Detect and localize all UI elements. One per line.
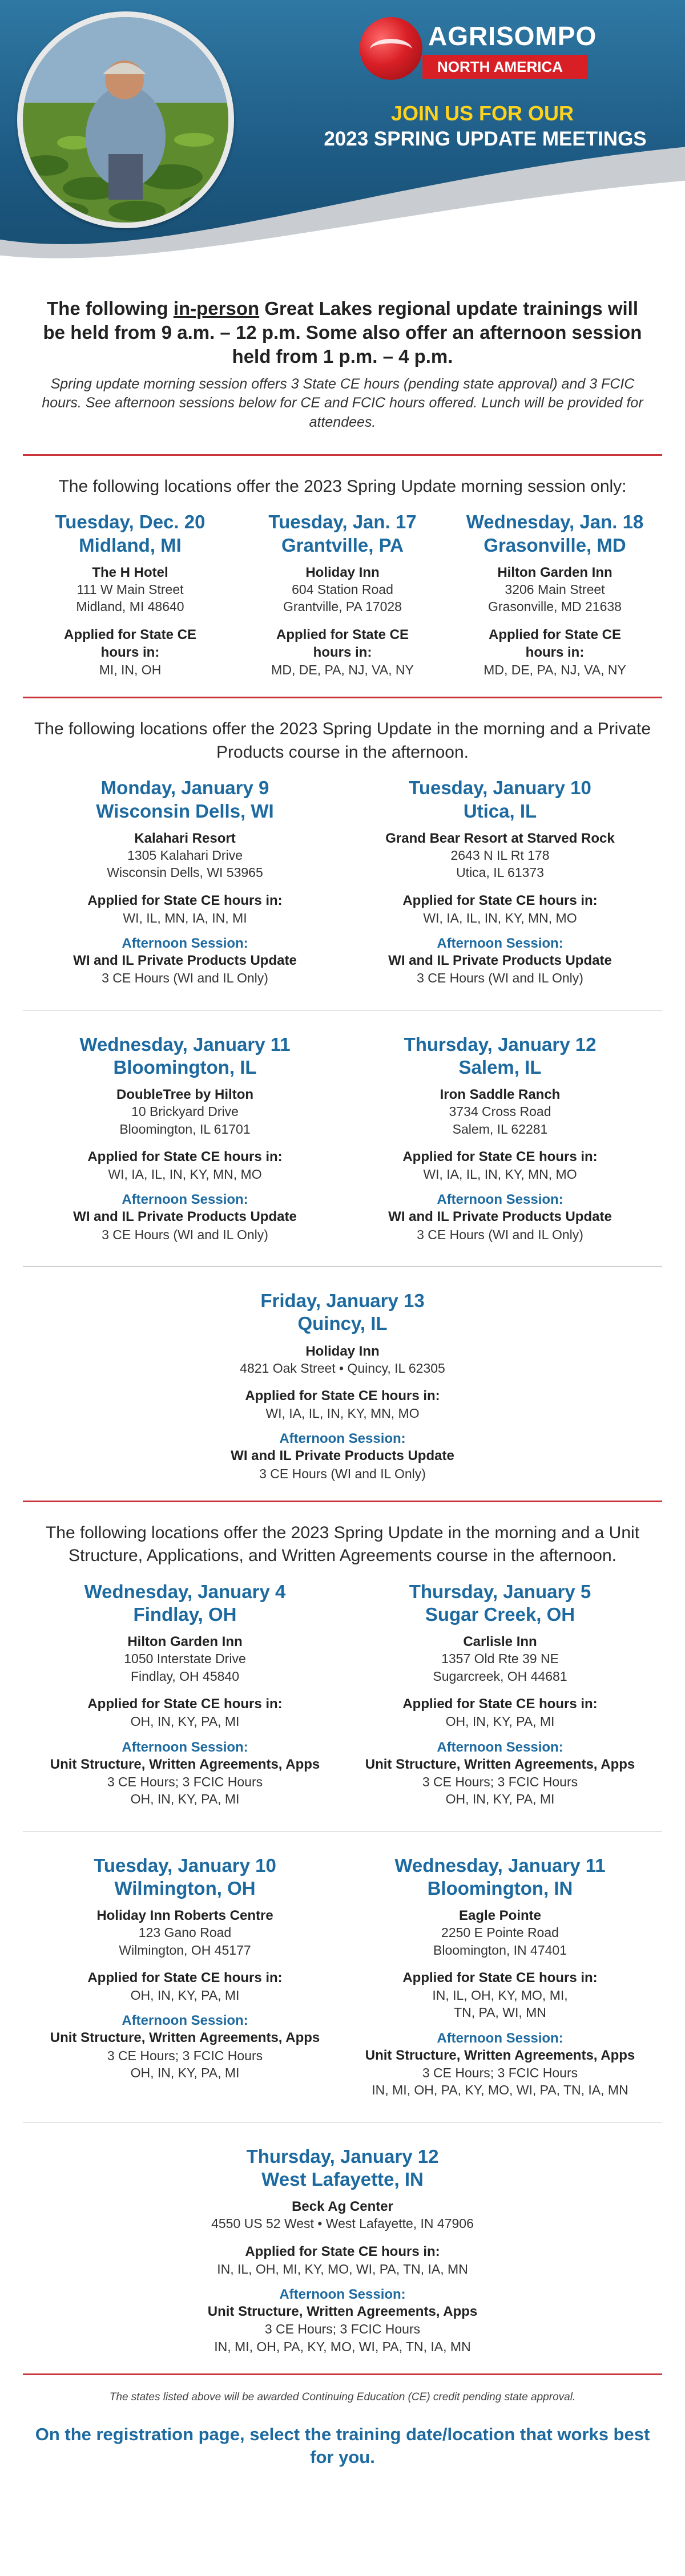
event-card (342, 769, 658, 994)
afternoon-label: Afternoon Session: (279, 1431, 406, 1447)
afternoon-label: Afternoon Session: (122, 936, 248, 952)
afternoon-title: WI and IL Private Products Update (388, 1209, 612, 1225)
intro-bold-text: The following in-person Great Lakes regional update trainings will be held from 9 a.m. – 12 p.m. Some also offer an afternoon session held from 1 p.m. – 4 p.m. (43, 298, 642, 367)
afternoon-title: Unit Structure, Written Agreements, Apps (365, 1756, 635, 1772)
afternoon-label: Afternoon Session: (279, 2287, 406, 2303)
event-applied-label: Applied for State CE hours in: (245, 1388, 440, 1404)
event-applied-label: Applied for State CE hours in: (87, 1696, 283, 1712)
event-date: Wednesday, January 11 (394, 1854, 606, 1876)
event-applied-label: Applied for State CE hours in: (87, 1149, 283, 1164)
event-city: Quincy, IL (297, 1313, 388, 1334)
event-address: 2250 E Pointe Road Bloomington, IN 47401 (433, 1925, 567, 1958)
event-states: WI, IA, IL, IN, KY, MN, MO (423, 910, 577, 925)
event-card (342, 1572, 658, 1816)
section-unit-structure (0, 1513, 685, 2363)
afternoon-hours: 3 CE Hours; 3 FCIC Hours OH, IN, KY, PA, MI (107, 1774, 263, 1807)
afternoon-title: Unit Structure, Written Agreements, Apps (207, 2304, 478, 2320)
event-card (342, 1025, 658, 1251)
afternoon-label: Afternoon Session: (437, 936, 563, 952)
event-states: MI, IN, OH (99, 662, 162, 678)
event-address: 1305 Kalahari Drive Wisconsin Dells, WI 53965 (107, 847, 263, 880)
event-venue: Holiday Inn (305, 564, 380, 580)
afternoon-title: Unit Structure, Written Agreements, Apps (50, 1756, 320, 1772)
event-applied-label: Applied for State CE hours in: (276, 626, 409, 660)
ce-footnote: The states listed above will be awarded Continuing Education (CE) credit pending state approval. (109, 2391, 576, 2403)
section-heading: The following locations offer the 2023 Spring Update in the morning and a Private Products course in the afternoon. (34, 719, 651, 762)
event-address: 4550 US 52 West • West Lafayette, IN 47906 (211, 2216, 474, 2231)
afternoon-label: Afternoon Session: (122, 2013, 248, 2029)
event-card (27, 769, 342, 994)
event-city: Grantville, PA (281, 534, 404, 556)
afternoon-hours: 3 CE Hours; 3 FCIC Hours OH, IN, KY, PA, MI (107, 2048, 263, 2080)
logo-mark-icon (360, 17, 422, 80)
section-heading: The following locations offer the 2023 Spring Update morning session only: (58, 476, 627, 496)
meetings-heading: 2023 SPRING UPDATE MEETINGS (324, 128, 647, 150)
afternoon-title: Unit Structure, Written Agreements, Apps (365, 2047, 635, 2063)
event-applied-label: Applied for State CE hours in: (402, 1970, 598, 1985)
event-city: Sugar Creek, OH (425, 1604, 575, 1625)
afternoon-title: WI and IL Private Products Update (73, 1209, 297, 1225)
event-applied-label: Applied for State CE hours in: (87, 892, 283, 908)
event-address: 123 Gano Road Wilmington, OH 45177 (119, 1925, 251, 1958)
event-card (24, 503, 236, 686)
afternoon-hours: 3 CE Hours; 3 FCIC Hours IN, MI, OH, PA, KY, MO, WI, PA, TN, IA, MN (214, 2322, 471, 2354)
afternoon-title: WI and IL Private Products Update (388, 953, 612, 969)
logo-name: AGRISOMPO (428, 21, 597, 51)
event-date: Thursday, January 5 (409, 1580, 591, 1602)
event-city: Bloomington, IN (427, 1877, 573, 1899)
event-venue: The H Hotel (92, 564, 168, 580)
event-address: 3734 Cross Road Salem, IL 62281 (449, 1104, 551, 1137)
afternoon-label: Afternoon Session: (437, 1192, 563, 1208)
event-states: MD, DE, PA, NJ, VA, NY (271, 662, 414, 678)
event-venue: Holiday Inn Roberts Centre (96, 1908, 273, 1924)
event-states: MD, DE, PA, NJ, VA, NY (483, 662, 626, 678)
event-date: Wednesday, January 4 (84, 1580, 286, 1602)
afternoon-hours: 3 CE Hours; 3 FCIC Hours OH, IN, KY, PA, MI (422, 1774, 578, 1807)
event-venue: Beck Ag Center (292, 2199, 393, 2215)
event-date: Thursday, January 12 (404, 1033, 597, 1055)
event-city: Wilmington, OH (114, 1877, 256, 1899)
event-address: 4821 Oak Street • Quincy, IL 62305 (240, 1360, 445, 1376)
event-city: Utica, IL (463, 800, 537, 822)
divider (23, 697, 662, 698)
event-states: OH, IN, KY, PA, MI (130, 1988, 240, 2003)
event-date: Tuesday, Dec. 20 (55, 511, 206, 533)
event-date: Wednesday, January 11 (79, 1033, 291, 1055)
afternoon-title: Unit Structure, Written Agreements, Apps (50, 2030, 320, 2046)
intro (0, 268, 685, 444)
event-address: 111 W Main Street Midland, MI 48640 (76, 581, 184, 614)
event-venue: Hilton Garden Inn (127, 1634, 243, 1650)
afternoon-hours: 3 CE Hours (WI and IL Only) (259, 1466, 426, 1481)
event-card (449, 503, 661, 686)
logo-region-bar (422, 55, 588, 79)
event-city: Grasonville, MD (483, 534, 626, 556)
afternoon-title: WI and IL Private Products Update (73, 953, 297, 969)
divider (23, 1266, 662, 1267)
event-date: Monday, January 9 (100, 777, 269, 799)
event-card (342, 1846, 658, 2107)
event-card (27, 1025, 342, 1251)
event-venue: Kalahari Resort (134, 830, 236, 846)
event-date: Wednesday, Jan. 18 (466, 511, 644, 533)
event-address: 1357 Old Rte 39 NE Sugarcreek, OH 44681 (433, 1651, 567, 1684)
event-city: West Lafayette, IN (261, 2168, 424, 2190)
event-card (111, 1281, 574, 1490)
event-venue: Eagle Pointe (458, 1908, 542, 1924)
event-venue: Grand Bear Resort at Starved Rock (385, 830, 615, 846)
section-private-products (0, 709, 685, 1490)
event-states: WI, IA, IL, IN, KY, MN, MO (108, 1167, 262, 1182)
event-city: Salem, IL (458, 1056, 542, 1078)
event-applied-label: Applied for State CE hours in: (245, 2243, 440, 2259)
divider (23, 1501, 662, 1502)
event-card (27, 1846, 342, 2107)
event-date: Thursday, January 12 (246, 2145, 439, 2167)
divider (23, 454, 662, 456)
farmer-photo (17, 11, 234, 228)
event-card (236, 503, 449, 686)
event-applied-label: Applied for State CE hours in: (402, 892, 598, 908)
event-card (27, 1572, 342, 1816)
event-venue: Holiday Inn (305, 1343, 380, 1359)
event-venue: Hilton Garden Inn (497, 564, 613, 580)
afternoon-label: Afternoon Session: (122, 1192, 248, 1208)
afternoon-hours: 3 CE Hours (WI and IL Only) (417, 1227, 583, 1242)
event-date: Tuesday, January 10 (409, 777, 591, 799)
event-address: 3206 Main Street Grasonville, MD 21638 (488, 581, 622, 614)
event-city: Wisconsin Dells, WI (96, 800, 274, 822)
afternoon-hours: 3 CE Hours (WI and IL Only) (102, 970, 268, 986)
event-venue: Carlisle Inn (463, 1634, 537, 1650)
afternoon-hours: 3 CE Hours (WI and IL Only) (102, 1227, 268, 1242)
registration-cta: On the registration page, select the training date/location that works best for you. (35, 2424, 650, 2468)
event-applied-label: Applied for State CE hours in: (87, 1970, 283, 1985)
event-address: 604 Station Road Grantville, PA 17028 (283, 581, 402, 614)
afternoon-hours: 3 CE Hours (WI and IL Only) (417, 970, 583, 986)
event-address: 1050 Interstate Drive Findlay, OH 45840 (124, 1651, 246, 1684)
header-banner (0, 0, 685, 268)
afternoon-title: WI and IL Private Products Update (231, 1448, 454, 1464)
event-states: IN, IL, OH, MI, KY, MO, WI, PA, TN, IA, MN (217, 2261, 468, 2276)
section-morning-only (0, 466, 685, 686)
event-city: Midland, MI (79, 534, 182, 556)
event-city: Findlay, OH (133, 1604, 237, 1625)
afternoon-label: Afternoon Session: (437, 2030, 563, 2046)
event-applied-label: Applied for State CE hours in: (488, 626, 622, 660)
event-applied-label: Applied for State CE hours in: (63, 626, 197, 660)
event-applied-label: Applied for State CE hours in: (402, 1149, 598, 1164)
afternoon-hours: 3 CE Hours; 3 FCIC Hours IN, MI, OH, PA, KY, MO, WI, PA, TN, IA, MN (372, 2065, 628, 2098)
event-venue: DoubleTree by Hilton (116, 1087, 254, 1103)
event-card (111, 2137, 574, 2363)
event-states: WI, IL, MN, IA, IN, MI (123, 910, 247, 925)
event-states: OH, IN, KY, PA, MI (445, 1714, 555, 1729)
event-states: WI, IA, IL, IN, KY, MN, MO (265, 1406, 420, 1421)
event-states: IN, IL, OH, KY, MO, MI, TN, PA, WI, MN (432, 1988, 568, 2020)
event-applied-label: Applied for State CE hours in: (402, 1696, 598, 1712)
join-heading: JOIN US FOR OUR (390, 102, 574, 125)
event-states: WI, IA, IL, IN, KY, MN, MO (423, 1167, 577, 1182)
event-date: Tuesday, Jan. 17 (268, 511, 417, 533)
event-states: OH, IN, KY, PA, MI (130, 1714, 240, 1729)
section-heading: The following locations offer the 2023 Spring Update in the morning and a Unit Structure, Applications, and Written Agreements course in the afternoon. (45, 1523, 640, 1566)
event-city: Bloomington, IL (113, 1056, 257, 1078)
agrisompo-logo (360, 17, 599, 86)
logo-region: NORTH AMERICA (437, 58, 563, 75)
event-address: 10 Brickyard Drive Bloomington, IL 61701 (119, 1104, 251, 1137)
event-date: Friday, January 13 (260, 1290, 425, 1312)
divider (23, 2373, 662, 2375)
event-address: 2643 N IL Rt 178 Utica, IL 61373 (450, 847, 550, 880)
event-venue: Iron Saddle Ranch (440, 1087, 561, 1103)
event-date: Tuesday, January 10 (94, 1854, 276, 1876)
afternoon-label: Afternoon Session: (437, 1739, 563, 1755)
afternoon-label: Afternoon Session: (122, 1739, 248, 1755)
intro-italic-text: Spring update morning session offers 3 State CE hours (pending state approval) and 3 FCIC hours. See afternoon sessions below for CE and FCIC hours offered. Lunch will be provided for attendees. (42, 375, 643, 431)
